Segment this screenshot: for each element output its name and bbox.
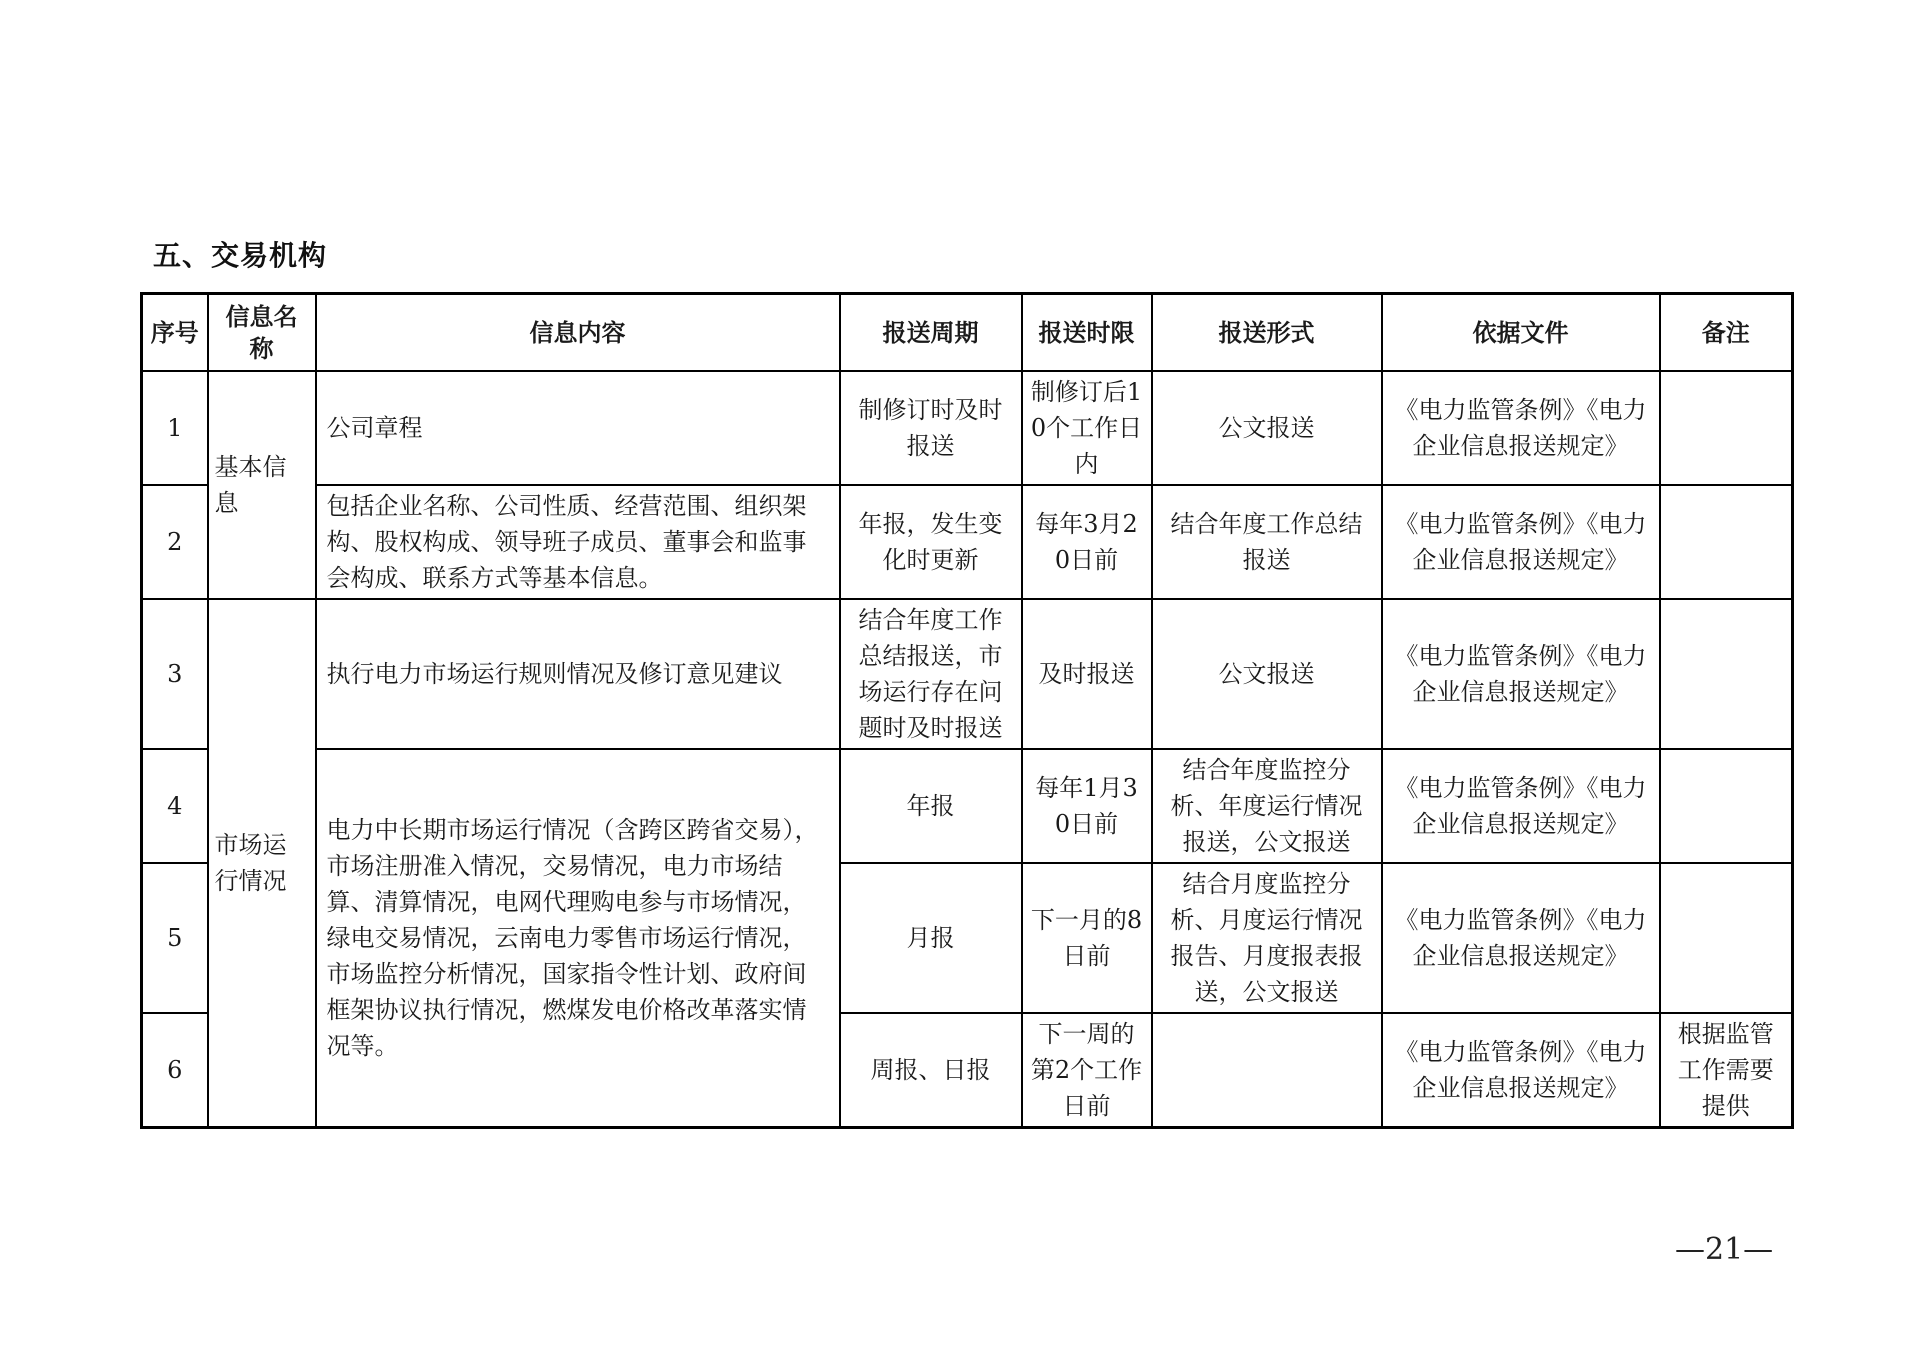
header-form: 报送形式 — [1152, 294, 1382, 372]
row-cycle: 月报 — [840, 863, 1022, 1013]
group-basic-info: 基本信息 — [208, 371, 316, 599]
row-seq: 6 — [142, 1013, 208, 1128]
row-form — [1152, 1013, 1382, 1128]
header-remark: 备注 — [1660, 294, 1793, 372]
header-basis: 依据文件 — [1382, 294, 1660, 372]
row-seq: 5 — [142, 863, 208, 1013]
group-market-operation: 市场运行情况 — [208, 599, 316, 1128]
row-remark — [1660, 371, 1793, 485]
row-seq: 3 — [142, 599, 208, 749]
table-row — [142, 371, 1793, 485]
row-deadline: 制修订后10个工作日内 — [1022, 371, 1152, 485]
row-content: 公司章程 — [316, 371, 840, 485]
header-deadline: 报送时限 — [1022, 294, 1152, 372]
section-title: 五、交易机构 — [153, 239, 328, 272]
row-basis: 《电力监管条例》《电力企业信息报送规定》 — [1382, 599, 1660, 749]
row-remark: 根据监管工作需要提供 — [1660, 1013, 1793, 1128]
row-deadline: 及时报送 — [1022, 599, 1152, 749]
row-remark — [1660, 749, 1793, 863]
row-cycle: 年报 — [840, 749, 1022, 863]
row-seq: 2 — [142, 485, 208, 599]
header-seq: 序号 — [142, 294, 208, 372]
row-deadline: 下一月的8日前 — [1022, 863, 1152, 1013]
row-form: 结合年度监控分析、年度运行情况报送，公文报送 — [1152, 749, 1382, 863]
row-basis: 《电力监管条例》《电力企业信息报送规定》 — [1382, 749, 1660, 863]
table-header-row — [142, 294, 1793, 372]
row-deadline: 每年1月30日前 — [1022, 749, 1152, 863]
row-basis: 《电力监管条例》《电力企业信息报送规定》 — [1382, 485, 1660, 599]
row-basis: 《电力监管条例》《电力企业信息报送规定》 — [1382, 371, 1660, 485]
row-cycle: 制修订时及时报送 — [840, 371, 1022, 485]
header-cycle: 报送周期 — [840, 294, 1022, 372]
page-number: —21— — [1675, 1232, 1774, 1267]
row-seq: 1 — [142, 371, 208, 485]
row-form: 结合月度监控分析、月度运行情况报告、月度报表报送，公文报送 — [1152, 863, 1382, 1013]
row-basis: 《电力监管条例》《电力企业信息报送规定》 — [1382, 863, 1660, 1013]
info-report-table — [140, 292, 1794, 1129]
row-remark — [1660, 863, 1793, 1013]
row-content: 执行电力市场运行规则情况及修订意见建议 — [316, 599, 840, 749]
row-deadline: 下一周的第2个工作日前 — [1022, 1013, 1152, 1128]
table-row — [142, 485, 1793, 599]
row-cycle: 周报、日报 — [840, 1013, 1022, 1128]
row-content: 包括企业名称、公司性质、经营范围、组织架构、股权构成、领导班子成员、董事会和监事会构成、联系方式等基本信息。 — [316, 485, 840, 599]
row-form: 公文报送 — [1152, 599, 1382, 749]
row-basis: 《电力监管条例》《电力企业信息报送规定》 — [1382, 1013, 1660, 1128]
row-seq: 4 — [142, 749, 208, 863]
table-row — [142, 749, 1793, 863]
row-content-market: 电力中长期市场运行情况（含跨区跨省交易），市场注册准入情况，交易情况，电力市场结算、清算情况，电网代理购电参与市场情况，绿电交易情况，云南电力零售市场运行情况，市场监控分析情况，国家指令性计划、政府间框架协议执行情况，燃煤发电价格改革落实情况等。 — [316, 749, 840, 1128]
row-cycle: 结合年度工作总结报送，市场运行存在问题时及时报送 — [840, 599, 1022, 749]
table-row — [142, 599, 1793, 749]
row-form: 结合年度工作总结报送 — [1152, 485, 1382, 599]
row-cycle: 年报，发生变化时更新 — [840, 485, 1022, 599]
row-remark — [1660, 485, 1793, 599]
header-content: 信息内容 — [316, 294, 840, 372]
row-remark — [1660, 599, 1793, 749]
row-form: 公文报送 — [1152, 371, 1382, 485]
header-name: 信息名称 — [208, 294, 316, 372]
row-deadline: 每年3月20日前 — [1022, 485, 1152, 599]
